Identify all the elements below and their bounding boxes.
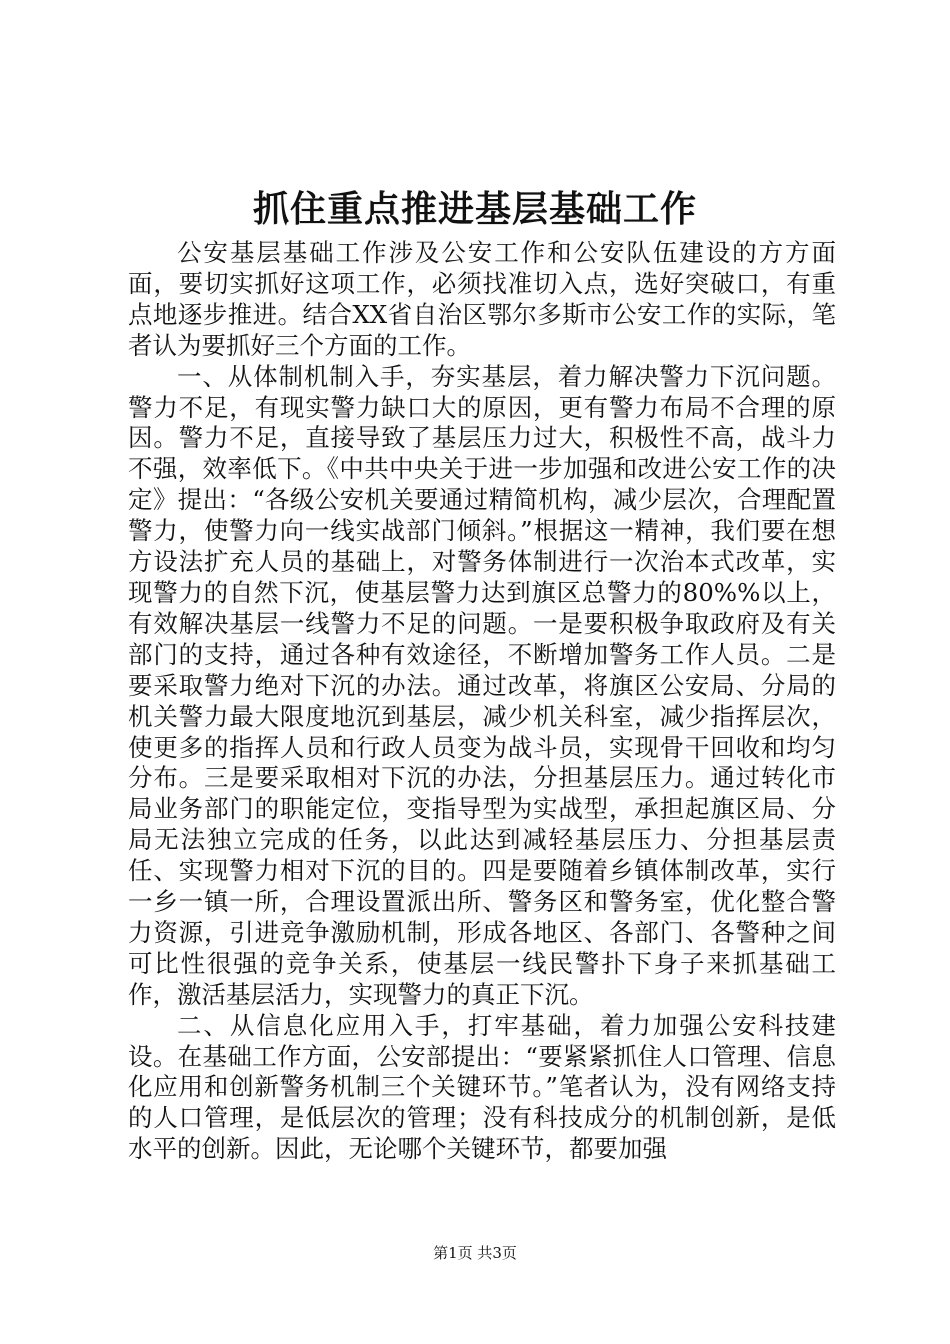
paragraph-section-two: 二、从信息化应用入手，打牢基础，着力加强公安科技建设。在基础工作方面，公安部提出：“要紧紧抓住人口管理、信息化应用和创新警务机制三个关键环节。”笔者认为，没有网络支持的人口管理，是低层次的管理；没有科技成分的机制创新，是低水平的创新。因此，无论哪个关键环节，都要加强	[128, 1010, 836, 1164]
page-number-footer: 第1页 共3页	[433, 1244, 517, 1262]
document-title: 抓住重点推进基层基础工作	[252, 188, 697, 230]
paragraph-section-one: 一、从体制机制入手，夯实基层，着力解决警力下沉问题。警力不足，有现实警力缺口大的原因，更有警力布局不合理的原因。警力不足，直接导致了基层压力过大，积极性不高，战斗力不强，效率低下。《中共中央关于进一步加强和改进公安工作的决定》提出：“各级公安机关要通过精简机构，减少层次，合理配置警力，使警力向一线实战部门倾斜。”根据这一精神，我们要在想方设法扩充人员的基础上，对警务体制进行一次治本式改革，实现警力的自然下沉，使基层警力达到旗区总警力的80%%以上，有效解决基层一线警力不足的问题。一是要积极争取政府及有关部门的支持，通过各种有效途径，不断增加警务工作人员。二是要采取警力绝对下沉的办法。通过改革，将旗区公安局、分局的机关警力最大限度地沉到基层，减少机关科室，减少指挥层次，使更多的指挥人员和行政人员变为战斗员，实现骨干回收和均匀分布。三是要采取相对下沉的办法，分担基层压力。通过转化市局业务部门的职能定位，变指导型为实战型，承担起旗区局、分局无法独立完成的任务，以此达到减轻基层压力、分担基层责任、实现警力相对下沉的目的。四是要随着乡镇体制改革，实行一乡一镇一所，合理设置派出所、警务区和警务室，优化整合警力资源，引进竞争激励机制，形成各地区、各部门、各警种之间可比性很强的竞争关系，使基层一线民警扑下身子来抓基础工作，激活基层活力，实现警力的真正下沉。	[128, 361, 836, 1009]
paragraph-intro: 公安基层基础工作涉及公安工作和公安队伍建设的方方面面，要切实抓好这项工作，必须找准切入点，选好突破口，有重点地逐步推进。结合XX省自治区鄂尔多斯市公安工作的实际，笔者认为要抓好三个方面的工作。	[128, 238, 836, 360]
document-body	[128, 238, 836, 1165]
